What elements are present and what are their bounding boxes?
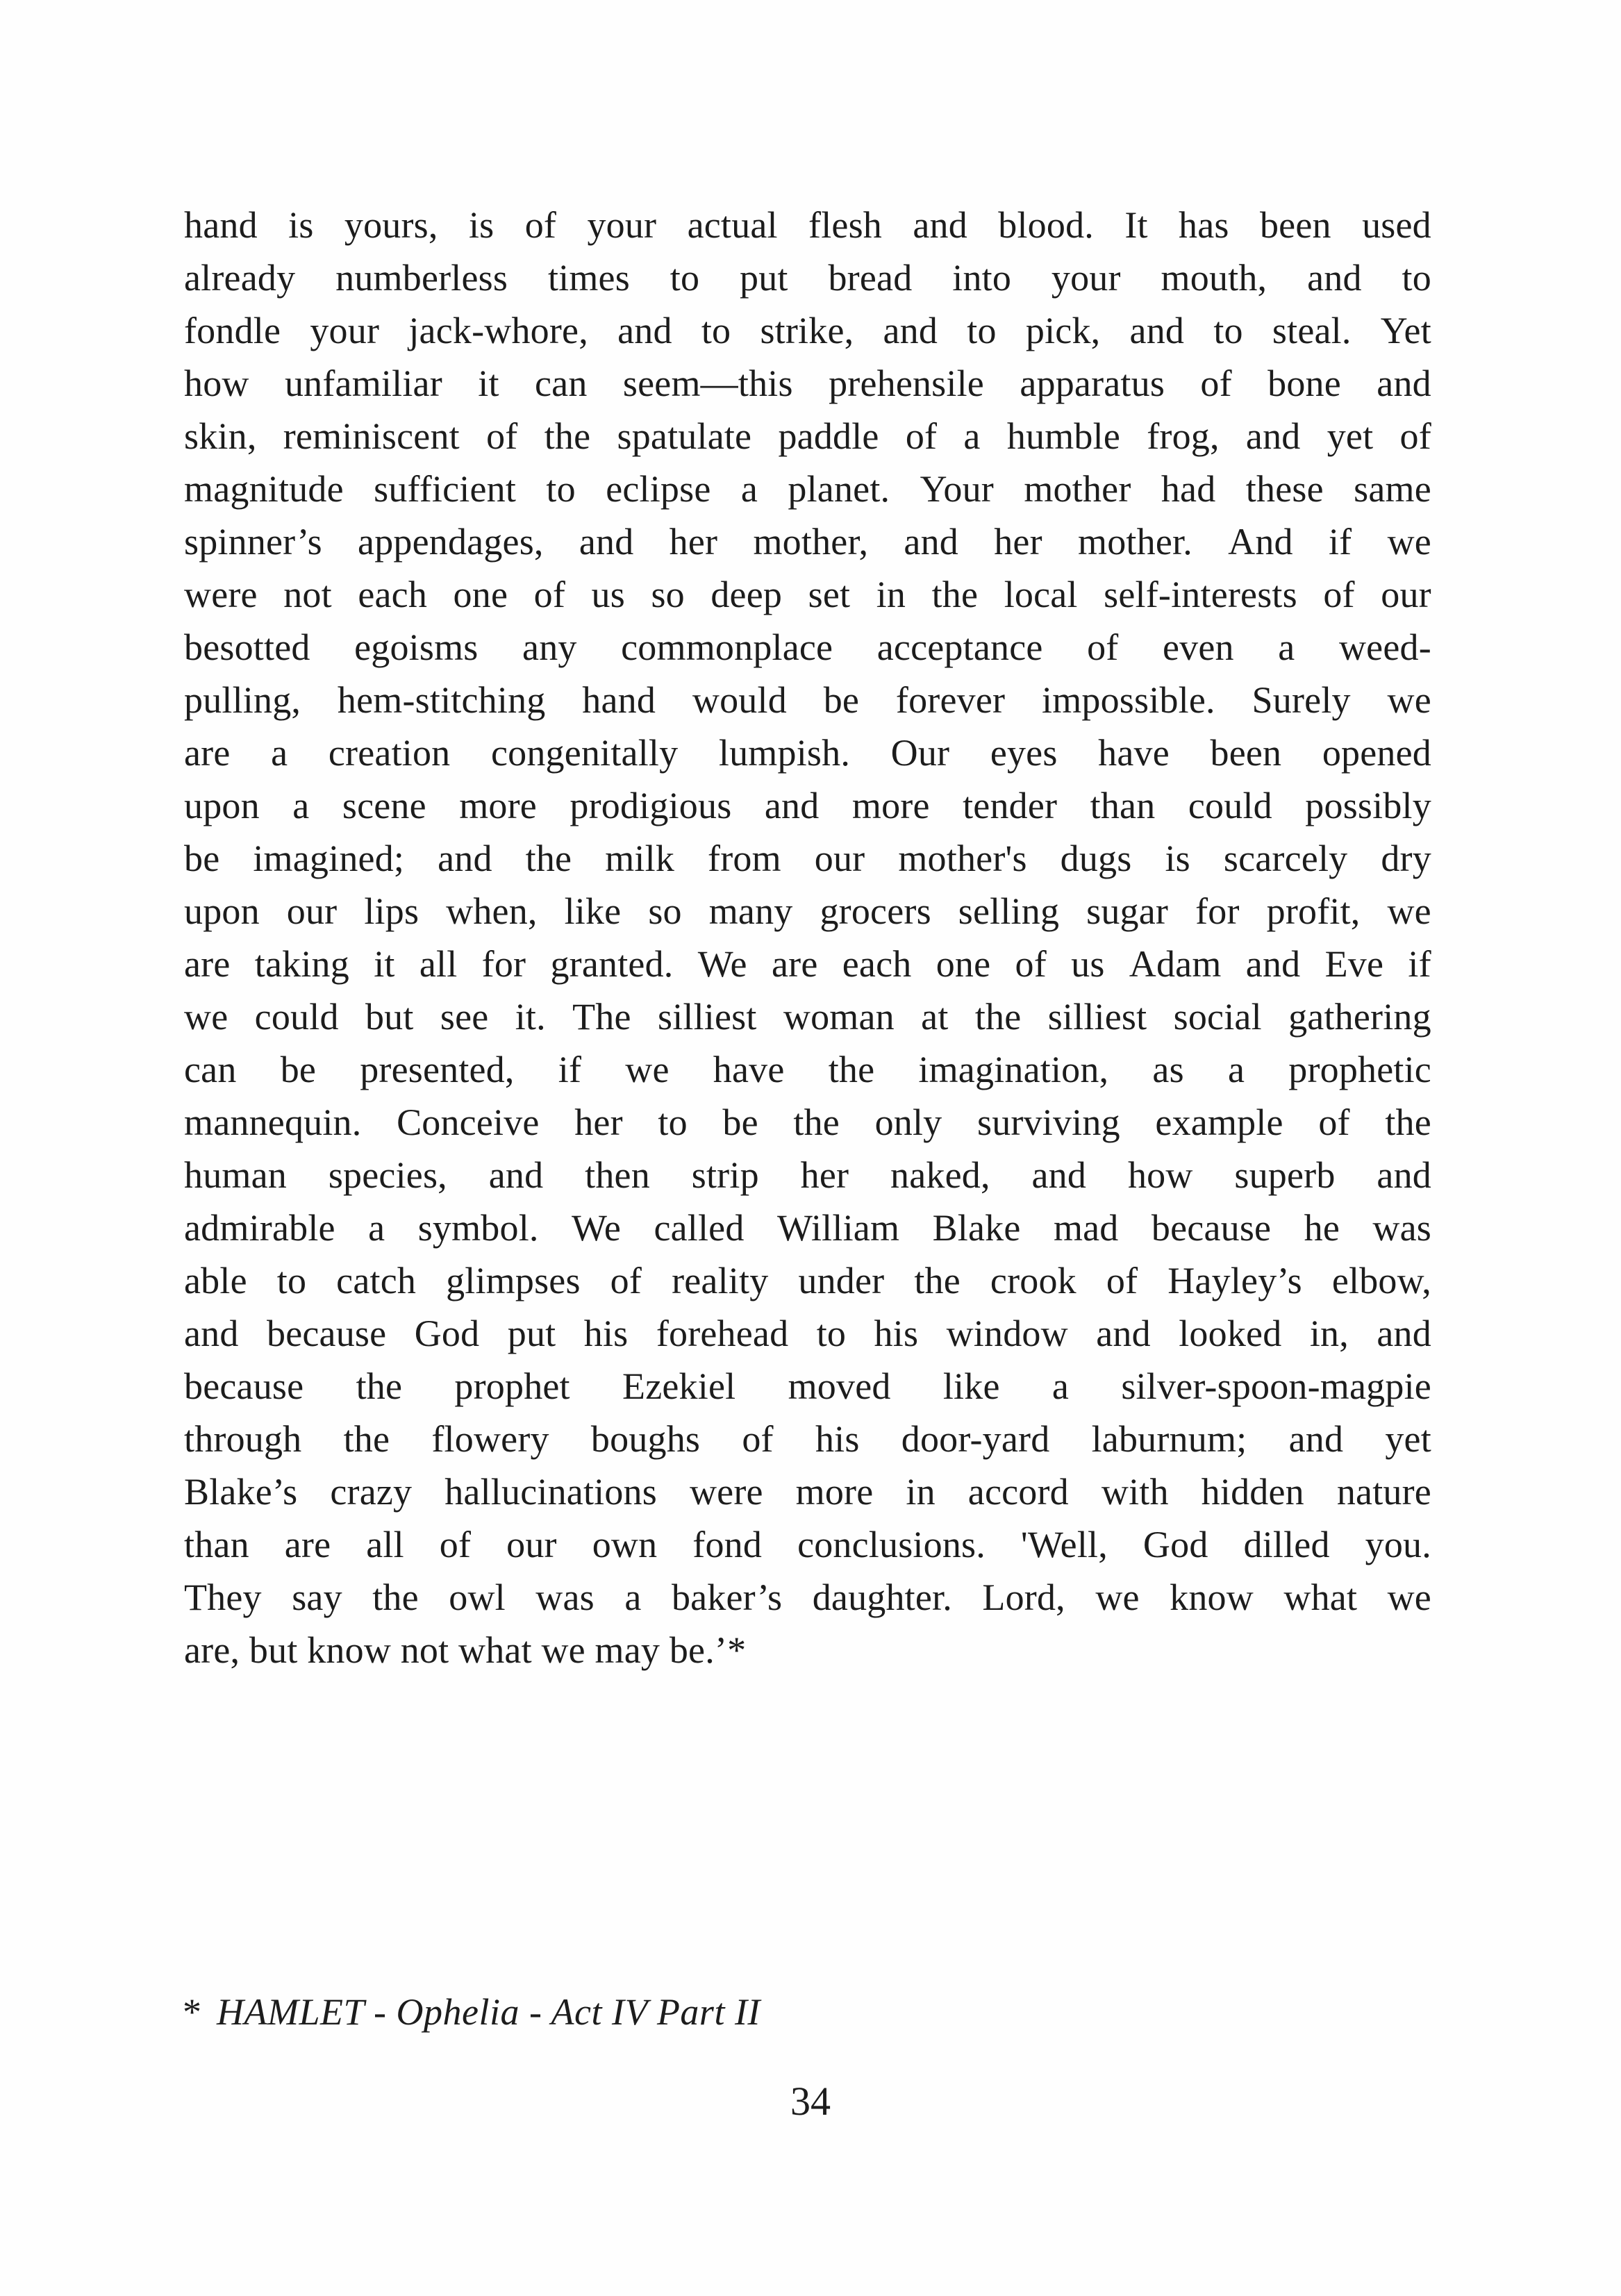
text-line: are taking it all for granted. We are each one of us Adam and Eve if [184, 943, 1431, 985]
text-line: hand is yours, is of your actual flesh and blood. It has been used [184, 204, 1431, 246]
text-line: able to catch glimpses of reality under the crook of Hayley’s elbow, [184, 1260, 1431, 1301]
page-number: 34 [790, 2079, 831, 2124]
text-line: pulling, hem-stitching hand would be forever impossible. Surely we [184, 679, 1431, 721]
text-line: can be presented, if we have the imagination, as a prophetic [184, 1049, 1431, 1090]
footnote-asterisk-marker: * [183, 1991, 201, 2033]
text-line: are a creation congenitally lumpish. Our eyes have been opened [184, 732, 1431, 774]
text-line: were not each one of us so deep set in the local self-interests of our [184, 574, 1431, 615]
footnote [183, 1988, 760, 2036]
text-line: Blake’s crazy hallucinations were more in accord with hidden nature [184, 1471, 1431, 1513]
text-line: spinner’s appendages, and her mother, and her mother. And if we [184, 521, 1431, 563]
text-line: and because God put his forehead to his window and looked in, and [184, 1313, 1431, 1354]
text-line-last: are, but know not what we may be.’* [184, 1629, 747, 1671]
text-line: human species, and then strip her naked, and how superb and [184, 1154, 1431, 1196]
text-line: admirable a symbol. We called William Blake mad because he was [184, 1207, 1431, 1249]
text-line: than are all of our own fond conclusions. 'Well, God dilled you. [184, 1524, 1431, 1565]
text-line: besotted egoisms any commonplace acceptance of even a weed- [184, 626, 1431, 668]
text-line: upon our lips when, like so many grocers selling sugar for profit, we [184, 890, 1431, 932]
text-line: mannequin. Conceive her to be the only surviving example of the [184, 1101, 1431, 1143]
text-line: skin, reminiscent of the spatulate paddle of a humble frog, and yet of [184, 415, 1431, 457]
text-line: be imagined; and the milk from our mother's dugs is scarcely dry [184, 838, 1431, 879]
text-line: through the flowery boughs of his door-yard laburnum; and yet [184, 1418, 1431, 1460]
text-line: already numberless times to put bread into your mouth, and to [184, 257, 1431, 299]
text-line: fondle your jack-whore, and to strike, and to pick, and to steal. Yet [184, 310, 1431, 351]
text-line: They say the owl was a baker’s daughter. Lord, we know what we [184, 1577, 1431, 1618]
body-text [184, 199, 1431, 1677]
text-line: upon a scene more prodigious and more tender than could possibly [184, 785, 1431, 826]
text-line: how unfamiliar it can seem—this prehensile apparatus of bone and [184, 363, 1431, 404]
text-line: because the prophet Ezekiel moved like a silver-spoon-magpie [184, 1365, 1431, 1407]
text-line: magnitude sufficient to eclipse a planet. Your mother had these same [184, 468, 1431, 510]
footnote-citation: HAMLET - Ophelia - Act IV Part II [217, 1991, 760, 2033]
text-line: we could but see it. The silliest woman at the silliest social gathering [184, 996, 1431, 1038]
